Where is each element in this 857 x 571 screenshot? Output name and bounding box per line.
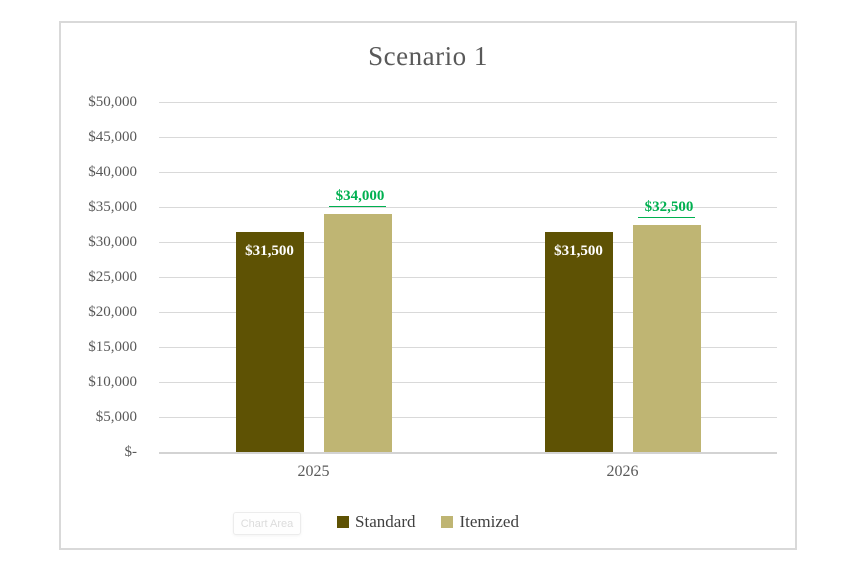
bar-itemized-2025[interactable] bbox=[324, 214, 392, 452]
y-axis-tick-label[interactable]: $40,000 bbox=[88, 164, 137, 180]
legend-label: Itemized bbox=[459, 512, 519, 531]
data-label-itemized-2025[interactable] bbox=[304, 187, 412, 207]
legend-item-itemized[interactable] bbox=[441, 512, 518, 532]
chart-area-tooltip bbox=[233, 512, 301, 535]
data-label-text: $34,000 bbox=[329, 187, 387, 207]
gridline bbox=[159, 172, 777, 173]
y-axis-tick-label[interactable]: $5,000 bbox=[95, 409, 137, 425]
y-axis-tick-label[interactable]: $- bbox=[124, 444, 137, 460]
legend-label: Standard bbox=[355, 512, 416, 531]
x-axis-category-label[interactable]: 2025 bbox=[297, 463, 330, 480]
bar-standard-2025[interactable] bbox=[236, 232, 304, 453]
gridline bbox=[159, 137, 777, 138]
data-label-standard-2025[interactable]: $31,500 bbox=[245, 242, 294, 259]
y-axis-tick-label[interactable]: $10,000 bbox=[88, 374, 137, 390]
legend[interactable] bbox=[61, 512, 795, 532]
x-axis-line bbox=[159, 452, 777, 454]
chart-title[interactable]: Scenario 1 bbox=[368, 41, 488, 71]
gridline bbox=[159, 102, 777, 103]
legend-item-standard[interactable] bbox=[337, 512, 415, 532]
y-axis-tick-label[interactable]: $45,000 bbox=[88, 129, 137, 145]
chart-area-tooltip-label: Chart Area bbox=[240, 517, 294, 530]
y-axis-tick-label[interactable]: $25,000 bbox=[88, 269, 137, 285]
bar-standard-2026[interactable] bbox=[545, 232, 613, 453]
legend-swatch-icon bbox=[441, 516, 453, 528]
bar-itemized-2026[interactable] bbox=[633, 225, 701, 453]
y-axis-tick-label[interactable]: $20,000 bbox=[88, 304, 137, 320]
y-axis-tick-label[interactable]: $15,000 bbox=[88, 339, 137, 355]
y-axis-tick-label[interactable]: $30,000 bbox=[88, 234, 137, 250]
legend-swatch-icon bbox=[337, 516, 349, 528]
chart-frame[interactable] bbox=[59, 21, 797, 550]
data-label-standard-2026[interactable]: $31,500 bbox=[554, 242, 603, 259]
y-axis-tick-label[interactable]: $50,000 bbox=[88, 94, 137, 110]
x-axis-category-label[interactable]: 2026 bbox=[606, 463, 639, 480]
data-label-text: $32,500 bbox=[638, 198, 696, 218]
data-label-itemized-2026[interactable] bbox=[613, 198, 721, 218]
y-axis-tick-label[interactable]: $35,000 bbox=[88, 199, 137, 215]
